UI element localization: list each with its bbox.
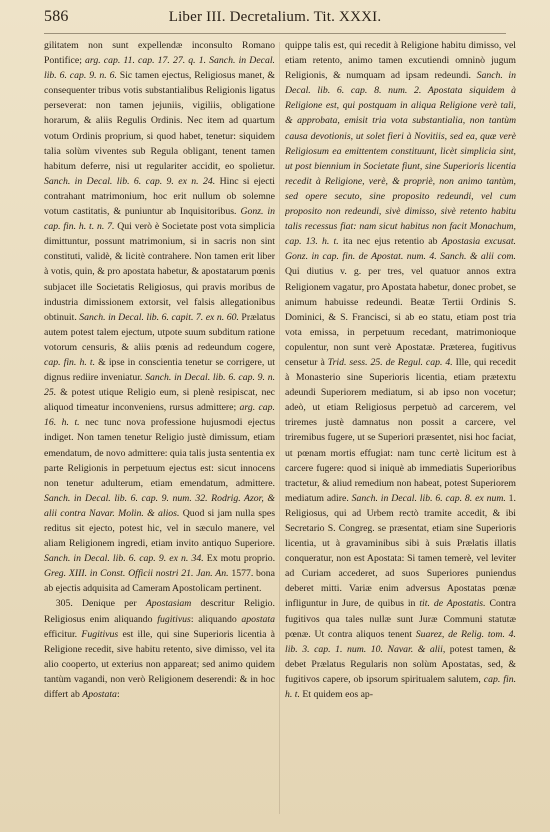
citation-text: tit. de Apostatis. [419, 598, 486, 610]
citation-text: Apostata [82, 689, 117, 701]
citation-text: Sanch. in Decal. lib. 6. cap. 9. ex n. 24. [44, 175, 216, 187]
citation-text: Suarez, de Relig. tom. 4. lib. 3. cap. 1. num. 10. Navar. & alii [285, 628, 516, 655]
page-header [44, 8, 506, 30]
body-text: est ille, qui sine Superioris licentia à Religione recedit, sive habitu retento, sive dimisso, vel ita alio cooperto, ut exterius non appareat; sed animo quidem tantùm vagandi, non verò Religionem deserendi: & in hoc differt ab [44, 628, 275, 701]
body-text: Qui verò è Societate post vota simplicia dimittuntur, possunt matrimonium, si in sacris non sint constituti, validè, & licitè contrahere. Non tamen erit liber à votis, quin, & pro apostata habetur, & apostatarum pœnis subjacet ille Societatis Religiosus, qui pravis moribus de industria dimissionem extorsit, vel falsis allegationibus obtinuit. [44, 221, 275, 323]
paragraph [44, 596, 275, 702]
citation-text: Gonz. in cap. fin. h. t. n. 7. [44, 206, 275, 233]
body-text: 1. Religiosus, qui ad Urbem rectò tramite accedit, & ibi Secretario S. Congreg. se præsentat, etiam sine Superioris licentia, ut à gravaminibus sibi à suis Prælatis illatis conqueratur, non est Apostata: Si tamen temerè, vel leviter ad Curiam accederet, ad suos Superiores puniendus deberet mitti. Variæ enim adversus Apostatas pœnæ infliguntur in Jure, de quibus in [285, 492, 516, 610]
citation-text: cap. fin. h. t. [285, 673, 516, 701]
body-text: Prælatus autem potest talem ejectum, utpote suum subditum ratione votorum censuris, & aliis pœnis ad redeundum cogere, [44, 311, 275, 353]
paragraph [285, 38, 516, 702]
body-text: 305. Denique per [55, 598, 146, 610]
page-number: 586 [44, 8, 69, 25]
right-column [285, 38, 516, 822]
body-text: Hinc si ejecti contrahant matrimonium, hoc erit nullum ob solemne votum castitatis, & puniuntur ab Inquisitoribus. [44, 175, 275, 218]
body-text: quippe talis est, qui recedit à Religione habitu dimisso, vel etiam retento, animo tamen excutiendi omninò jugum Religionis, & numquam ad ipsam redeundi. [285, 40, 516, 82]
body-text: Ille, qui recedit à Monasterio sine Superioris licentia, etiam prætextu adeundi Superiorem mediatum, si ab ipso non vocetur; adeò, ut etiam Religiosus perpetuò ad carcerem, vel triremes justè damnatus non possit a carcere, vel triremibus fugere, ut se Superiori præsentet, nisi hoc faciat, ut pœnam mortis effugiat: nam tunc certè licitum est à carcere fugere: quod si iniquè ab immediatis Superioribus tractetur, & aliud remedium non habeat, potest Superiorem mediatum adire. [285, 356, 516, 504]
citation-text: Sanch. in Decal. lib. 6. cap. 9. num. 32. Rodrig. Azor, & alii contra Navar. Molin. & alios. [44, 492, 275, 519]
citation-text: Apostasia excusat. Gonz. in cap. fin. de Apostat. num. 4. Sanch. & alii com. [285, 236, 516, 263]
body-text: Ex motu proprio. [203, 553, 275, 565]
body-text: & ipse in conscientia tenetur se corrigere, ut dignus rediire inveniatur. [44, 356, 275, 384]
body-text: Quod si jam nulla spes reditus sit ejecto, potest hic, vel in sæculo manere, vel aliam Religionem ingredi, etiam invito antiquo Superiore. [44, 507, 275, 550]
body-text: efficitur. [44, 628, 82, 640]
running-head: Liber III. Decretalium. Tit. XXXI. [168, 9, 382, 25]
citation-text: fugitivus [157, 613, 191, 625]
body-text: nec tunc nova professione hujusmodi ejectus indiget. Non tamen tenetur Religio justè dimissum, etiam emendatum, de novo admittere: quia talis justa sententia ex parte Religionis in perpetuum ejectus est: sicut innocens non tenetur adulterum, etiam emendatum, admittere. [44, 417, 275, 489]
body-text: : [116, 689, 120, 701]
citation-text: Sanch. in Decal. lib. 6. cap. 9. n. 25. [44, 372, 275, 399]
citation-text: arg. cap. 11. cap. 17. 27. q. 1. Sanch. in Decal. lib. 6. cap. 9. n. 6. [44, 55, 275, 82]
body-text: Et quidem eos ap- [299, 689, 374, 701]
text-columns [44, 38, 516, 822]
citation-text: Trid. sess. 25. de Regul. cap. 4. [327, 356, 453, 368]
body-text: Qui diutius v. g. per tres, vel quatuor annos extra Religionem vagatur, pro Apostata habetur, donec probet, se animum habuisse redeundi. Beatæ Tertii Ordinis S. Dominici, & S. Francisci, si ab eo statu, etiam post tria vota emissa, in perpetuum recedant, matrimonioque copulentur, non sunt verè Apostatæ. Præterea, fugitivus censetur à [285, 266, 516, 368]
paragraph [44, 38, 275, 596]
citation-text: Fugitivus [81, 628, 119, 640]
body-text: Contra fugitivos qua tales nullæ sunt Juræ Communi statutæ pœnæ. Ut contra aliquos tenent [285, 598, 516, 640]
citation-text: Sanch. in Decal. lib. 6. capit. 7. ex n. 60. [79, 311, 239, 323]
citation-text: apostata [241, 613, 275, 625]
body-text: , potest tamen, & debet Prælatus Regularis non solùm Apostatas, sed, & fugitivos capere, ob ipsorum spiritualem salutem, [285, 643, 516, 685]
citation-text: Sanch. in Decal. lib. 6. cap. 8. ex num. [351, 492, 506, 504]
body-text: : aliquando [190, 613, 242, 625]
citation-text: Sanch. in Decal. lib. 6. cap. 9. ex n. 34. [44, 553, 204, 565]
body-text: ita nec ejus retentio ab [338, 236, 442, 248]
left-column [44, 38, 275, 822]
body-text: 1577. bona ab ejectis adquisita ad Cameram Apostolicam pertinent. [44, 568, 275, 595]
body-text: descritur Religio. Religiosus enim aliquando [44, 598, 275, 625]
body-text: Sic tamen ejectus, Religiosus manet, & consequenter tribus votis substantialibus Religionis ligatus perseverat: non tamen jejuniis, vigiliis, obligatione horarum, & aliis Regulis Ordinis. Nec item ad quartum votum Ordinis proprium, si quod habet, tenetur: siquidem talia solùm viventes sub Regula obligant, tenent tamen habitum deferre, nisi ut regulariter accidit, eo spolietur. [44, 70, 275, 172]
citation-text: arg. cap. 16. h. t. [44, 402, 275, 429]
citation-text: Greg. XIII. in Const. Officii nostri 21. Jan. An. [44, 568, 229, 580]
citation-text: Sanch. in Decal. lib. 6. cap. 8. num. 2. Apostata siquidem à Religione est, qui postquam in aliqua Religione verè tali, & approbata, emisit tria vota substantialia, non tantùm causa devotionis, ut solet fieri à Novitiis, sed ea, quæ verè Religiosum ea emittentem constituunt, licèt simplicia sint, ut post biennium in Societate fiunt, sine Superioris licentia recedit à Religione, verè, & propriè, non animo tantùm, sed opere secuto, sine proposito redeundi, vel cum proposito non redeundi, sivè dimisso, sivè retento habitu talis recessus fiat: nam sicut habitus non facit Monachum, cap. 13. h. t. [285, 70, 516, 248]
body-text: gilitatem non sunt expellendæ inconsulto Romano Pontifice; [44, 40, 275, 67]
citation-text: Apostasiam [145, 598, 192, 610]
header-rule [44, 33, 506, 34]
body-text: & potest utique Religio eum, si plenè resipiscat, nec aliquod timeatur inconveniens, rursus admittere; [44, 387, 275, 414]
citation-text: cap. fin. h. t. [44, 356, 96, 368]
